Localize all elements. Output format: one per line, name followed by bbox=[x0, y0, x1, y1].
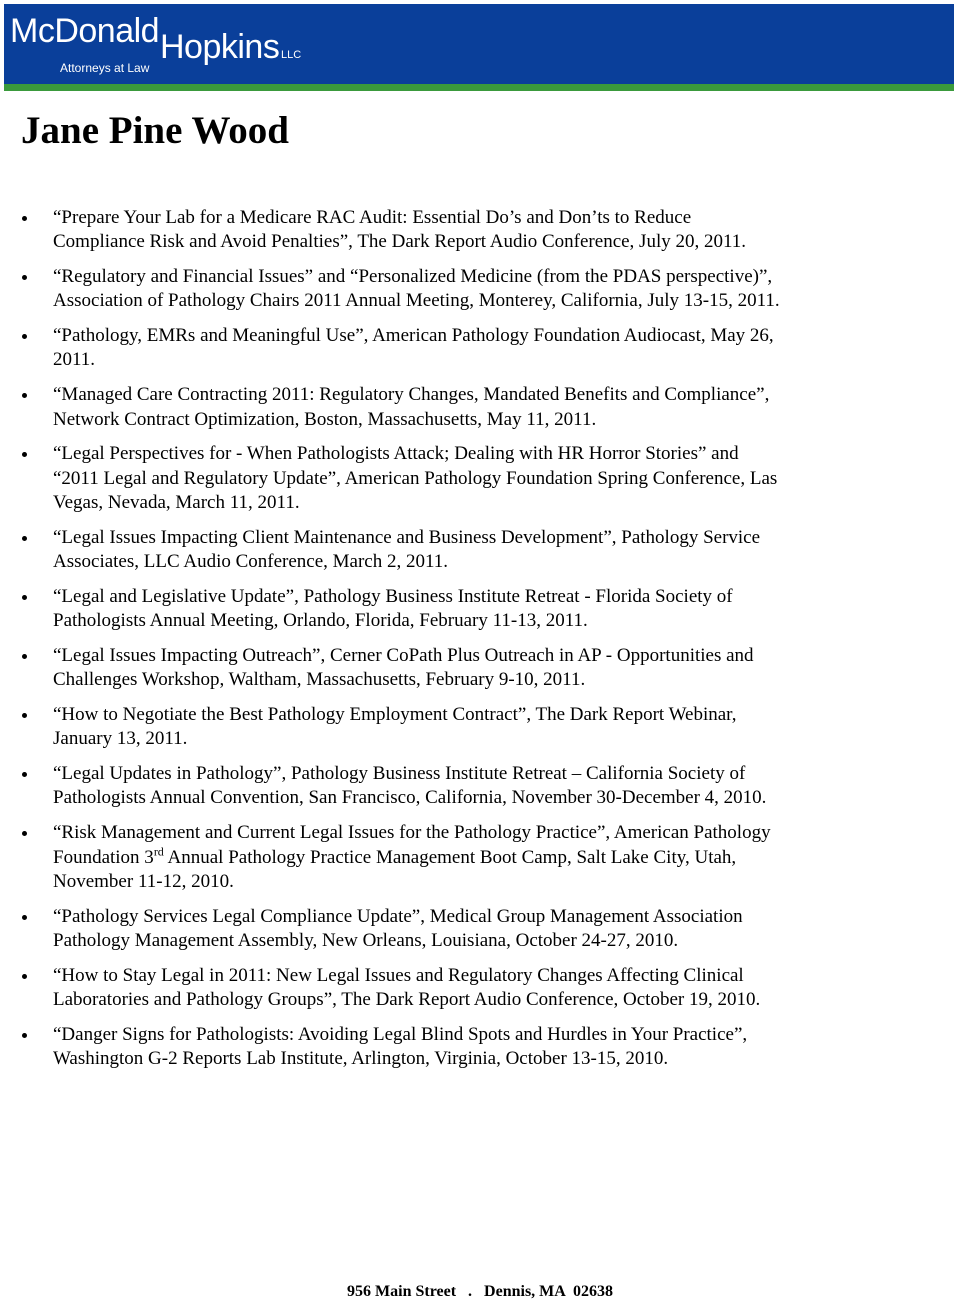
bullet-icon bbox=[22, 595, 27, 600]
list-item-text: “How to Stay Legal in 2011: New Legal Issues and Regulatory Changes Affecting Clinical Laboratories and Pathology Groups”, The Dark Report Audio Conference, October 19, 2010. bbox=[53, 964, 761, 1011]
list-item bbox=[0, 265, 780, 314]
list-item bbox=[0, 703, 780, 752]
page-title: Jane Pine Wood bbox=[21, 109, 289, 152]
list-item bbox=[0, 442, 780, 515]
footer-address: 956 Main Street . Dennis, MA 02638 bbox=[347, 1283, 613, 1300]
bullet-icon bbox=[22, 334, 27, 339]
logo-tagline: Attorneys at Law bbox=[60, 61, 150, 75]
list-item-text: “Managed Care Contracting 2011: Regulatory Changes, Mandated Benefits and Compliance”, Network Contract Optimization, Boston, Massachusetts, May 11, 2011. bbox=[53, 384, 770, 430]
bullet-icon bbox=[22, 1033, 27, 1038]
list-item bbox=[0, 206, 780, 255]
list-item bbox=[0, 644, 780, 693]
list-item-text: “Regulatory and Financial Issues” and “Personalized Medicine (from the PDAS perspective)”, Association of Pathology Chairs 2011 Annual Meeting, Monterey, California, July 13-15, 2011. bbox=[53, 266, 780, 312]
bullet-icon bbox=[22, 915, 27, 920]
list-item bbox=[0, 964, 780, 1013]
bullet-icon bbox=[22, 275, 27, 280]
firm-logo bbox=[10, 10, 340, 80]
presentation-list bbox=[0, 206, 780, 1082]
bullet-icon bbox=[22, 831, 27, 836]
list-item bbox=[0, 762, 780, 811]
list-item-text: “How to Negotiate the Best Pathology Employment Contract”, The Dark Report Webinar, January 13, 2011. bbox=[53, 704, 737, 750]
bullet-icon bbox=[22, 974, 27, 979]
ordinal-suffix: rd bbox=[153, 844, 164, 859]
list-item-text: “Risk Management and Current Legal Issues for the Pathology Practice”, American Pathology Foundation 3rd Annual Pathology Practice Management Boot Camp, Salt Lake City, Utah, November 11-12, 2010. bbox=[53, 822, 771, 892]
list-item bbox=[0, 383, 780, 432]
bullet-icon bbox=[22, 772, 27, 777]
list-item-text: “Pathology Services Legal Compliance Update”, Medical Group Management Association Pathology Management Assembly, New Orleans, Louisiana, October 24-27, 2010. bbox=[53, 905, 743, 951]
list-item bbox=[0, 585, 780, 634]
list-item-text: “Pathology, EMRs and Meaningful Use”, American Pathology Foundation Audiocast, May 26, 2011. bbox=[53, 325, 774, 371]
list-item bbox=[0, 526, 780, 575]
logo-llc: LLC bbox=[281, 49, 302, 61]
bullet-icon bbox=[22, 393, 27, 398]
list-item-text: “Prepare Your Lab for a Medicare RAC Audit: Essential Do’s and Don’ts to Reduce Compliance Risk and Avoid Penalties”, The Dark Report Audio Conference, July 20, 2011. bbox=[53, 207, 747, 253]
list-item bbox=[0, 905, 780, 954]
list-item-text: “Legal Updates in Pathology”, Pathology Business Institute Retreat – California Society of Pathologists Annual Convention, San Francisco, California, November 30-December 4, 2010. bbox=[53, 763, 767, 809]
list-item bbox=[0, 1023, 780, 1072]
bullet-icon bbox=[22, 713, 27, 718]
bullet-icon bbox=[22, 216, 27, 221]
list-item-text: “Legal Issues Impacting Outreach”, Cerner CoPath Plus Outreach in AP - Opportunities and Challenges Workshop, Waltham, Massachusetts, February 9-10, 2011. bbox=[53, 644, 754, 691]
letterhead-rule bbox=[4, 84, 954, 91]
bullet-icon bbox=[22, 654, 27, 659]
list-item-text: “Legal and Legislative Update”, Pathology Business Institute Retreat - Florida Society of Pathologists Annual Meeting, Orlando, Florida, February 11-13, 2011. bbox=[53, 585, 733, 632]
bullet-icon bbox=[22, 536, 27, 541]
list-item-text: “Legal Perspectives for - When Pathologists Attack; Dealing with HR Horror Stories” and “2011 Legal and Regulatory Update”, American Pathology Foundation Spring Conference, Las Vegas, Nevada, March 11, 2011. bbox=[53, 443, 778, 513]
list-item-text: “Danger Signs for Pathologists: Avoiding Legal Blind Spots and Hurdles in Your Practice”, Washington G-2 Reports Lab Institute, Arlington, Virginia, October 13-15, 2010. bbox=[53, 1023, 748, 1070]
list-item bbox=[0, 324, 780, 373]
logo-first-word: McDonald bbox=[10, 12, 160, 50]
logo-second-word: Hopkins bbox=[160, 28, 280, 66]
list-item bbox=[0, 821, 780, 894]
bullet-icon bbox=[22, 452, 27, 457]
list-item-text: “Legal Issues Impacting Client Maintenance and Business Development”, Pathology Service Associates, LLC Audio Conference, March 2, 2011. bbox=[53, 526, 761, 573]
